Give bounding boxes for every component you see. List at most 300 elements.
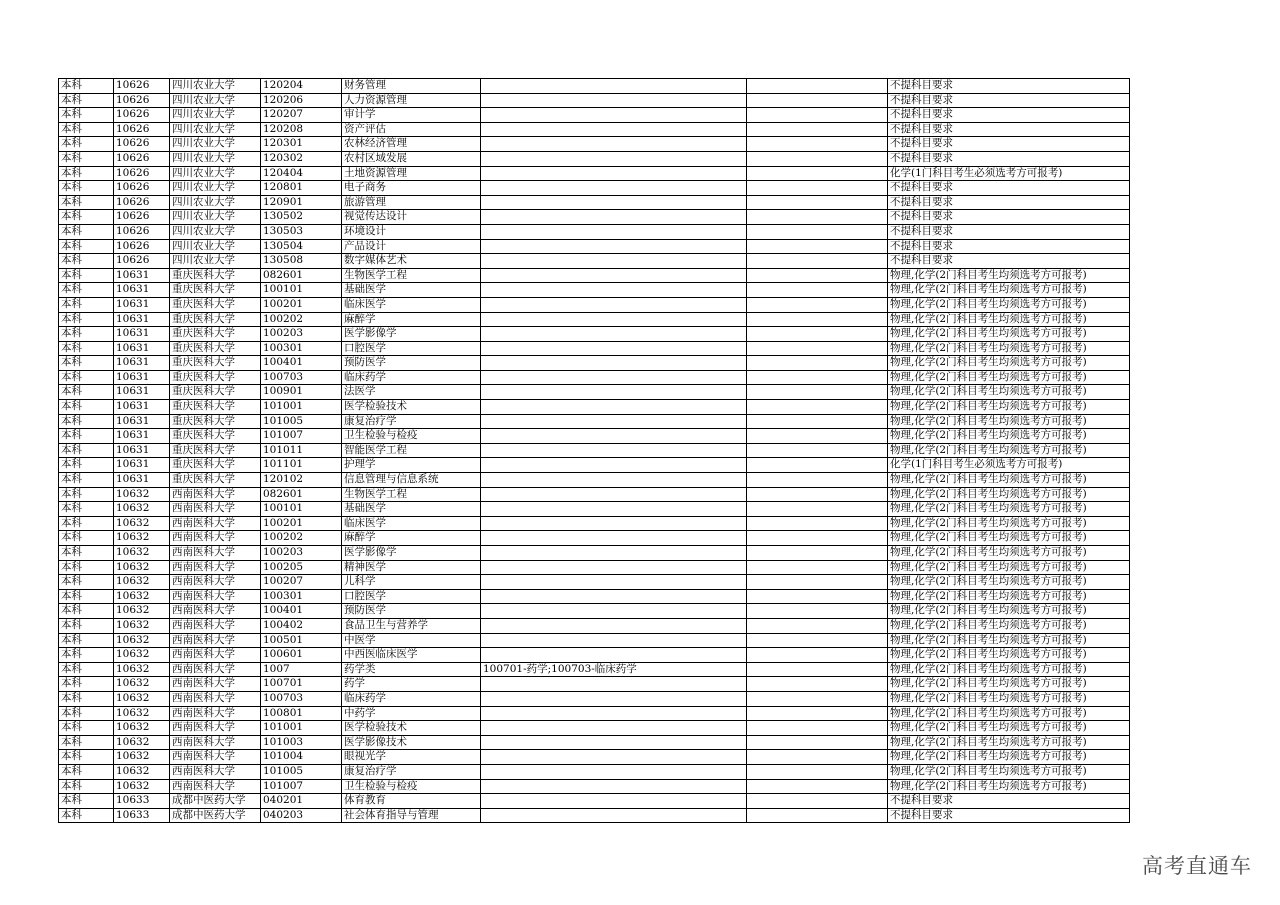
table-row bbox=[59, 589, 1130, 604]
remark-cell bbox=[747, 473, 888, 488]
major-code-cell: 120207 bbox=[261, 108, 342, 123]
school-name-cell: 四川农业大学 bbox=[170, 108, 261, 123]
subject-requirement-cell: 不提科目要求 bbox=[888, 151, 1130, 166]
major-name-cell: 财务管理 bbox=[342, 79, 481, 94]
school-code-cell: 10633 bbox=[114, 794, 170, 809]
subject-requirement-cell: 不提科目要求 bbox=[888, 108, 1130, 123]
remark-cell bbox=[747, 254, 888, 269]
table-row bbox=[59, 385, 1130, 400]
level-cell: 本科 bbox=[59, 166, 114, 181]
major-name-cell: 医学检验技术 bbox=[342, 400, 481, 415]
major-name-cell: 审计学 bbox=[342, 108, 481, 123]
subject-requirement-cell: 物理,化学(2门科目考生均须选考方可报考) bbox=[888, 516, 1130, 531]
subject-requirement-cell: 不提科目要求 bbox=[888, 137, 1130, 152]
included-majors-cell bbox=[481, 589, 747, 604]
table-row bbox=[59, 487, 1130, 502]
school-name-cell: 西南医科大学 bbox=[170, 618, 261, 633]
included-majors-cell bbox=[481, 137, 747, 152]
major-code-cell: 101005 bbox=[261, 764, 342, 779]
table-row bbox=[59, 93, 1130, 108]
school-code-cell: 10626 bbox=[114, 151, 170, 166]
remark-cell bbox=[747, 662, 888, 677]
level-cell: 本科 bbox=[59, 400, 114, 415]
subject-requirement-cell: 物理,化学(2门科目考生均须选考方可报考) bbox=[888, 560, 1130, 575]
subject-requirements-table bbox=[58, 78, 1130, 823]
subject-requirement-cell: 化学(1门科目考生必须选考方可报考) bbox=[888, 458, 1130, 473]
subject-requirement-cell: 物理,化学(2门科目考生均须选考方可报考) bbox=[888, 691, 1130, 706]
school-code-cell: 10631 bbox=[114, 283, 170, 298]
remark-cell bbox=[747, 268, 888, 283]
school-code-cell: 10632 bbox=[114, 531, 170, 546]
level-cell: 本科 bbox=[59, 706, 114, 721]
school-name-cell: 重庆医科大学 bbox=[170, 312, 261, 327]
table-body bbox=[59, 79, 1130, 823]
included-majors-cell bbox=[481, 750, 747, 765]
included-majors-cell bbox=[481, 677, 747, 692]
included-majors-cell bbox=[481, 487, 747, 502]
major-code-cell: 100207 bbox=[261, 575, 342, 590]
level-cell: 本科 bbox=[59, 210, 114, 225]
subject-requirement-cell: 物理,化学(2门科目考生均须选考方可报考) bbox=[888, 297, 1130, 312]
school-name-cell: 西南医科大学 bbox=[170, 677, 261, 692]
subject-requirement-cell: 物理,化学(2门科目考生均须选考方可报考) bbox=[888, 735, 1130, 750]
major-code-cell: 100203 bbox=[261, 327, 342, 342]
subject-requirement-cell: 物理,化学(2门科目考生均须选考方可报考) bbox=[888, 370, 1130, 385]
table-row bbox=[59, 137, 1130, 152]
school-code-cell: 10633 bbox=[114, 808, 170, 823]
major-name-cell: 药学类 bbox=[342, 662, 481, 677]
level-cell: 本科 bbox=[59, 546, 114, 561]
school-code-cell: 10632 bbox=[114, 575, 170, 590]
included-majors-cell bbox=[481, 648, 747, 663]
table-row bbox=[59, 79, 1130, 94]
level-cell: 本科 bbox=[59, 648, 114, 663]
school-code-cell: 10632 bbox=[114, 662, 170, 677]
major-name-cell: 康复治疗学 bbox=[342, 414, 481, 429]
remark-cell bbox=[747, 531, 888, 546]
level-cell: 本科 bbox=[59, 473, 114, 488]
level-cell: 本科 bbox=[59, 662, 114, 677]
major-code-cell: 1007 bbox=[261, 662, 342, 677]
level-cell: 本科 bbox=[59, 589, 114, 604]
subject-requirement-cell: 物理,化学(2门科目考生均须选考方可报考) bbox=[888, 648, 1130, 663]
remark-cell bbox=[747, 341, 888, 356]
school-code-cell: 10631 bbox=[114, 370, 170, 385]
level-cell: 本科 bbox=[59, 79, 114, 94]
level-cell: 本科 bbox=[59, 137, 114, 152]
included-majors-cell bbox=[481, 166, 747, 181]
remark-cell bbox=[747, 779, 888, 794]
school-code-cell: 10632 bbox=[114, 633, 170, 648]
remark-cell bbox=[747, 239, 888, 254]
school-code-cell: 10626 bbox=[114, 195, 170, 210]
major-name-cell: 医学检验技术 bbox=[342, 721, 481, 736]
level-cell: 本科 bbox=[59, 808, 114, 823]
remark-cell bbox=[747, 589, 888, 604]
remark-cell bbox=[747, 560, 888, 575]
major-name-cell: 预防医学 bbox=[342, 356, 481, 371]
remark-cell bbox=[747, 502, 888, 517]
included-majors-cell bbox=[481, 195, 747, 210]
subject-requirement-cell: 不提科目要求 bbox=[888, 254, 1130, 269]
subject-requirement-cell: 物理,化学(2门科目考生均须选考方可报考) bbox=[888, 443, 1130, 458]
school-code-cell: 10631 bbox=[114, 429, 170, 444]
major-code-cell: 100205 bbox=[261, 560, 342, 575]
major-name-cell: 旅游管理 bbox=[342, 195, 481, 210]
level-cell: 本科 bbox=[59, 633, 114, 648]
school-name-cell: 重庆医科大学 bbox=[170, 283, 261, 298]
remark-cell bbox=[747, 604, 888, 619]
included-majors-cell bbox=[481, 794, 747, 809]
remark-cell bbox=[747, 312, 888, 327]
major-name-cell: 视觉传达设计 bbox=[342, 210, 481, 225]
included-majors-cell bbox=[481, 429, 747, 444]
table-row bbox=[59, 210, 1130, 225]
table-row bbox=[59, 648, 1130, 663]
table-row bbox=[59, 531, 1130, 546]
level-cell: 本科 bbox=[59, 283, 114, 298]
remark-cell bbox=[747, 735, 888, 750]
school-code-cell: 10631 bbox=[114, 312, 170, 327]
major-code-cell: 120404 bbox=[261, 166, 342, 181]
subject-requirement-cell: 不提科目要求 bbox=[888, 93, 1130, 108]
major-name-cell: 中西医临床医学 bbox=[342, 648, 481, 663]
remark-cell bbox=[747, 108, 888, 123]
included-majors-cell bbox=[481, 122, 747, 137]
included-majors-cell bbox=[481, 79, 747, 94]
major-name-cell: 生物医学工程 bbox=[342, 487, 481, 502]
major-name-cell: 医学影像学 bbox=[342, 546, 481, 561]
school-name-cell: 重庆医科大学 bbox=[170, 400, 261, 415]
remark-cell bbox=[747, 487, 888, 502]
major-code-cell: 120204 bbox=[261, 79, 342, 94]
school-code-cell: 10626 bbox=[114, 181, 170, 196]
major-name-cell: 眼视光学 bbox=[342, 750, 481, 765]
level-cell: 本科 bbox=[59, 385, 114, 400]
major-name-cell: 农村区域发展 bbox=[342, 151, 481, 166]
included-majors-cell bbox=[481, 224, 747, 239]
table-row bbox=[59, 108, 1130, 123]
major-code-cell: 120102 bbox=[261, 473, 342, 488]
school-name-cell: 四川农业大学 bbox=[170, 210, 261, 225]
included-majors-cell bbox=[481, 691, 747, 706]
major-code-cell: 101001 bbox=[261, 400, 342, 415]
major-name-cell: 人力资源管理 bbox=[342, 93, 481, 108]
major-code-cell: 130502 bbox=[261, 210, 342, 225]
included-majors-cell bbox=[481, 546, 747, 561]
subject-requirement-cell: 物理,化学(2门科目考生均须选考方可报考) bbox=[888, 779, 1130, 794]
subject-requirement-cell: 不提科目要求 bbox=[888, 808, 1130, 823]
level-cell: 本科 bbox=[59, 297, 114, 312]
table-row bbox=[59, 239, 1130, 254]
table-row bbox=[59, 794, 1130, 809]
table-row bbox=[59, 516, 1130, 531]
level-cell: 本科 bbox=[59, 122, 114, 137]
school-code-cell: 10626 bbox=[114, 210, 170, 225]
school-code-cell: 10631 bbox=[114, 443, 170, 458]
school-name-cell: 重庆医科大学 bbox=[170, 458, 261, 473]
subject-requirement-cell: 物理,化学(2门科目考生均须选考方可报考) bbox=[888, 356, 1130, 371]
subject-requirement-cell: 物理,化学(2门科目考生均须选考方可报考) bbox=[888, 473, 1130, 488]
major-code-cell: 100202 bbox=[261, 312, 342, 327]
major-code-cell: 120206 bbox=[261, 93, 342, 108]
level-cell: 本科 bbox=[59, 516, 114, 531]
major-name-cell: 土地资源管理 bbox=[342, 166, 481, 181]
school-name-cell: 重庆医科大学 bbox=[170, 268, 261, 283]
level-cell: 本科 bbox=[59, 327, 114, 342]
school-name-cell: 西南医科大学 bbox=[170, 721, 261, 736]
major-code-cell: 130508 bbox=[261, 254, 342, 269]
level-cell: 本科 bbox=[59, 151, 114, 166]
school-code-cell: 10631 bbox=[114, 414, 170, 429]
school-code-cell: 10632 bbox=[114, 706, 170, 721]
subject-requirement-cell: 不提科目要求 bbox=[888, 794, 1130, 809]
remark-cell bbox=[747, 808, 888, 823]
included-majors-cell bbox=[481, 297, 747, 312]
included-majors-cell bbox=[481, 254, 747, 269]
school-name-cell: 西南医科大学 bbox=[170, 604, 261, 619]
subject-requirement-cell: 物理,化学(2门科目考生均须选考方可报考) bbox=[888, 283, 1130, 298]
school-code-cell: 10632 bbox=[114, 677, 170, 692]
remark-cell bbox=[747, 400, 888, 415]
major-code-cell: 101005 bbox=[261, 414, 342, 429]
included-majors-cell bbox=[481, 531, 747, 546]
included-majors-cell bbox=[481, 341, 747, 356]
major-name-cell: 体育教育 bbox=[342, 794, 481, 809]
school-code-cell: 10632 bbox=[114, 764, 170, 779]
major-name-cell: 中医学 bbox=[342, 633, 481, 648]
major-code-cell: 100401 bbox=[261, 356, 342, 371]
subject-requirement-cell: 物理,化学(2门科目考生均须选考方可报考) bbox=[888, 268, 1130, 283]
major-name-cell: 临床药学 bbox=[342, 370, 481, 385]
major-code-cell: 100301 bbox=[261, 589, 342, 604]
major-name-cell: 口腔医学 bbox=[342, 589, 481, 604]
school-code-cell: 10631 bbox=[114, 356, 170, 371]
table-row bbox=[59, 808, 1130, 823]
school-name-cell: 西南医科大学 bbox=[170, 735, 261, 750]
major-code-cell: 101011 bbox=[261, 443, 342, 458]
major-name-cell: 麻醉学 bbox=[342, 531, 481, 546]
table-row bbox=[59, 691, 1130, 706]
level-cell: 本科 bbox=[59, 239, 114, 254]
major-code-cell: 100101 bbox=[261, 502, 342, 517]
included-majors-cell bbox=[481, 312, 747, 327]
table-row bbox=[59, 254, 1130, 269]
level-cell: 本科 bbox=[59, 254, 114, 269]
table-row bbox=[59, 312, 1130, 327]
subject-requirement-cell: 物理,化学(2门科目考生均须选考方可报考) bbox=[888, 706, 1130, 721]
school-name-cell: 重庆医科大学 bbox=[170, 327, 261, 342]
school-code-cell: 10631 bbox=[114, 327, 170, 342]
table-row bbox=[59, 122, 1130, 137]
included-majors-cell bbox=[481, 779, 747, 794]
major-code-cell: 100402 bbox=[261, 618, 342, 633]
school-code-cell: 10632 bbox=[114, 589, 170, 604]
school-name-cell: 重庆医科大学 bbox=[170, 473, 261, 488]
school-code-cell: 10632 bbox=[114, 735, 170, 750]
school-code-cell: 10632 bbox=[114, 546, 170, 561]
subject-requirement-cell: 物理,化学(2门科目考生均须选考方可报考) bbox=[888, 312, 1130, 327]
remark-cell bbox=[747, 151, 888, 166]
included-majors-cell bbox=[481, 764, 747, 779]
included-majors-cell bbox=[481, 370, 747, 385]
school-code-cell: 10632 bbox=[114, 618, 170, 633]
level-cell: 本科 bbox=[59, 575, 114, 590]
level-cell: 本科 bbox=[59, 779, 114, 794]
remark-cell bbox=[747, 618, 888, 633]
school-name-cell: 重庆医科大学 bbox=[170, 297, 261, 312]
subject-requirement-cell: 物理,化学(2门科目考生均须选考方可报考) bbox=[888, 414, 1130, 429]
table-row bbox=[59, 677, 1130, 692]
school-name-cell: 重庆医科大学 bbox=[170, 356, 261, 371]
school-name-cell: 成都中医药大学 bbox=[170, 794, 261, 809]
school-name-cell: 西南医科大学 bbox=[170, 589, 261, 604]
remark-cell bbox=[747, 122, 888, 137]
major-name-cell: 农林经济管理 bbox=[342, 137, 481, 152]
school-name-cell: 西南医科大学 bbox=[170, 750, 261, 765]
school-name-cell: 重庆医科大学 bbox=[170, 443, 261, 458]
remark-cell bbox=[747, 370, 888, 385]
major-code-cell: 101101 bbox=[261, 458, 342, 473]
school-code-cell: 10631 bbox=[114, 400, 170, 415]
school-name-cell: 四川农业大学 bbox=[170, 137, 261, 152]
subject-requirement-cell: 物理,化学(2门科目考生均须选考方可报考) bbox=[888, 546, 1130, 561]
school-name-cell: 西南医科大学 bbox=[170, 487, 261, 502]
level-cell: 本科 bbox=[59, 356, 114, 371]
subject-requirement-cell: 不提科目要求 bbox=[888, 210, 1130, 225]
included-majors-cell bbox=[481, 414, 747, 429]
included-majors-cell bbox=[481, 516, 747, 531]
remark-cell bbox=[747, 166, 888, 181]
table-row bbox=[59, 327, 1130, 342]
major-name-cell: 生物医学工程 bbox=[342, 268, 481, 283]
level-cell: 本科 bbox=[59, 764, 114, 779]
table-row bbox=[59, 735, 1130, 750]
table-row bbox=[59, 224, 1130, 239]
subject-requirement-cell: 不提科目要求 bbox=[888, 239, 1130, 254]
included-majors-cell bbox=[481, 327, 747, 342]
remark-cell bbox=[747, 546, 888, 561]
remark-cell bbox=[747, 181, 888, 196]
subject-requirement-cell: 物理,化学(2门科目考生均须选考方可报考) bbox=[888, 400, 1130, 415]
subject-requirement-cell: 物理,化学(2门科目考生均须选考方可报考) bbox=[888, 385, 1130, 400]
major-name-cell: 预防医学 bbox=[342, 604, 481, 619]
major-name-cell: 精神医学 bbox=[342, 560, 481, 575]
subject-requirement-cell: 物理,化学(2门科目考生均须选考方可报考) bbox=[888, 327, 1130, 342]
subject-requirement-cell: 物理,化学(2门科目考生均须选考方可报考) bbox=[888, 341, 1130, 356]
school-name-cell: 西南医科大学 bbox=[170, 648, 261, 663]
school-code-cell: 10632 bbox=[114, 779, 170, 794]
major-name-cell: 食品卫生与营养学 bbox=[342, 618, 481, 633]
included-majors-cell bbox=[481, 283, 747, 298]
school-name-cell: 重庆医科大学 bbox=[170, 370, 261, 385]
table-row bbox=[59, 750, 1130, 765]
included-majors-cell bbox=[481, 210, 747, 225]
subject-requirement-cell: 不提科目要求 bbox=[888, 224, 1130, 239]
table-row bbox=[59, 297, 1130, 312]
major-code-cell: 040203 bbox=[261, 808, 342, 823]
school-code-cell: 10632 bbox=[114, 604, 170, 619]
remark-cell bbox=[747, 356, 888, 371]
major-code-cell: 100202 bbox=[261, 531, 342, 546]
level-cell: 本科 bbox=[59, 502, 114, 517]
school-name-cell: 西南医科大学 bbox=[170, 502, 261, 517]
school-code-cell: 10626 bbox=[114, 79, 170, 94]
subject-requirement-cell: 物理,化学(2门科目考生均须选考方可报考) bbox=[888, 662, 1130, 677]
school-name-cell: 四川农业大学 bbox=[170, 166, 261, 181]
school-code-cell: 10632 bbox=[114, 560, 170, 575]
level-cell: 本科 bbox=[59, 531, 114, 546]
school-code-cell: 10626 bbox=[114, 166, 170, 181]
level-cell: 本科 bbox=[59, 414, 114, 429]
table-row bbox=[59, 195, 1130, 210]
included-majors-cell bbox=[481, 356, 747, 371]
major-name-cell: 环境设计 bbox=[342, 224, 481, 239]
remark-cell bbox=[747, 283, 888, 298]
major-code-cell: 101001 bbox=[261, 721, 342, 736]
major-code-cell: 101004 bbox=[261, 750, 342, 765]
major-code-cell: 040201 bbox=[261, 794, 342, 809]
school-name-cell: 西南医科大学 bbox=[170, 560, 261, 575]
major-name-cell: 医学影像学 bbox=[342, 327, 481, 342]
remark-cell bbox=[747, 648, 888, 663]
school-code-cell: 10632 bbox=[114, 516, 170, 531]
school-name-cell: 四川农业大学 bbox=[170, 224, 261, 239]
school-name-cell: 西南医科大学 bbox=[170, 633, 261, 648]
included-majors-cell bbox=[481, 458, 747, 473]
level-cell: 本科 bbox=[59, 677, 114, 692]
included-majors-cell: 100701-药学;100703-临床药学 bbox=[481, 662, 747, 677]
school-code-cell: 10626 bbox=[114, 108, 170, 123]
major-name-cell: 基础医学 bbox=[342, 283, 481, 298]
subject-requirement-cell: 不提科目要求 bbox=[888, 122, 1130, 137]
major-code-cell: 101003 bbox=[261, 735, 342, 750]
major-name-cell: 康复治疗学 bbox=[342, 764, 481, 779]
remark-cell bbox=[747, 764, 888, 779]
subject-requirement-cell: 物理,化学(2门科目考生均须选考方可报考) bbox=[888, 618, 1130, 633]
remark-cell bbox=[747, 137, 888, 152]
table-row bbox=[59, 283, 1130, 298]
school-name-cell: 西南医科大学 bbox=[170, 662, 261, 677]
major-code-cell: 100601 bbox=[261, 648, 342, 663]
level-cell: 本科 bbox=[59, 618, 114, 633]
school-code-cell: 10626 bbox=[114, 224, 170, 239]
level-cell: 本科 bbox=[59, 691, 114, 706]
subject-requirement-cell: 物理,化学(2门科目考生均须选考方可报考) bbox=[888, 633, 1130, 648]
school-code-cell: 10632 bbox=[114, 721, 170, 736]
major-code-cell: 101007 bbox=[261, 779, 342, 794]
major-name-cell: 信息管理与信息系统 bbox=[342, 473, 481, 488]
level-cell: 本科 bbox=[59, 341, 114, 356]
major-code-cell: 101007 bbox=[261, 429, 342, 444]
school-name-cell: 成都中医药大学 bbox=[170, 808, 261, 823]
table-row bbox=[59, 151, 1130, 166]
subject-requirement-cell: 物理,化学(2门科目考生均须选考方可报考) bbox=[888, 677, 1130, 692]
level-cell: 本科 bbox=[59, 93, 114, 108]
major-code-cell: 100703 bbox=[261, 691, 342, 706]
subject-requirement-cell: 化学(1门科目考生必须选考方可报考) bbox=[888, 166, 1130, 181]
table-row bbox=[59, 764, 1130, 779]
level-cell: 本科 bbox=[59, 195, 114, 210]
school-name-cell: 西南医科大学 bbox=[170, 546, 261, 561]
school-name-cell: 西南医科大学 bbox=[170, 706, 261, 721]
major-name-cell: 卫生检验与检疫 bbox=[342, 429, 481, 444]
included-majors-cell bbox=[481, 93, 747, 108]
subject-requirement-cell: 物理,化学(2门科目考生均须选考方可报考) bbox=[888, 575, 1130, 590]
level-cell: 本科 bbox=[59, 735, 114, 750]
included-majors-cell bbox=[481, 808, 747, 823]
table-row bbox=[59, 633, 1130, 648]
